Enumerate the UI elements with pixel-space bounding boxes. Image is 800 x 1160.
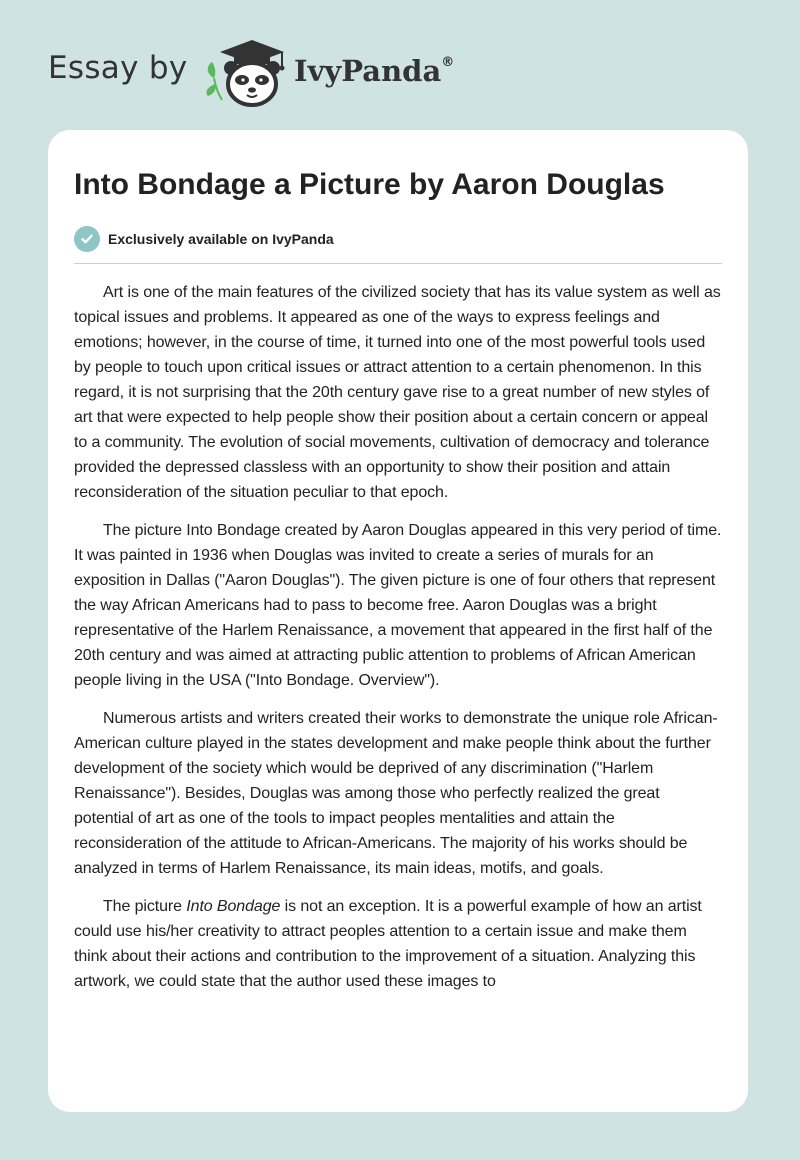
paragraph-3: Numerous artists and writers created their works to demonstrate the unique role African-American culture played in the states development and make people think about the further development of the society which would be deprived of any discrimination ("Harlem Renaissance"). Besides, Douglas was among those who perfectly realized the great potential of art as one of the tools to impact peoples mentalities and attain the reconsideration of the attitude to African-Americans. The majority of his works should be analyzed in terms of Harlem Renaissance, its main ideas, motifs, and goals. [74, 710, 718, 877]
essay-card [48, 130, 748, 1112]
essay-body [74, 280, 722, 994]
exclusive-label: Exclusively available on IvyPanda [108, 231, 334, 247]
paragraph-4-rest: is not an exception. It is a powerful example of how an artist could use his/her creativity to attract peoples attention to a certain issue and make them think about their actions and contribution to the improvement of a situation. Analyzing this artwork, we could state that the author used these images to [74, 898, 702, 990]
essay-by-label: Essay by [48, 50, 188, 86]
divider [74, 263, 722, 264]
paragraph-1: Art is one of the main features of the civilized society that has its value system as well as topical issues and problems. It appeared as one of the ways to express feelings and emotions; however, in the course of time, it turned into one of the most powerful tools used by people to touch upon critical issues or attract attention to a certain phenomenon. In this regard, it is not surprising that the 20th century gave rise to a great number of new styles of art that were expected to help people show their position about a certain concern or appeal to a community. The evolution of social movements, cultivation of democracy and tolerance provided the depressed classless with an opportunity to show their position and attain reconsideration of the situation peculiar to that epoch. [74, 284, 721, 501]
brand-text: IvyPanda [294, 54, 442, 88]
artwork-title: Into Bondage [186, 898, 281, 915]
panda-graduation-cap-icon[interactable] [202, 34, 292, 110]
exclusive-badge [74, 226, 722, 252]
brand-name[interactable] [294, 54, 454, 88]
paragraph-2: The picture Into Bondage created by Aaron Douglas appeared in this very period of time. It was painted in 1936 when Douglas was invited to create a series of murals for an exposition in Dallas ("Aaron Douglas"). The given picture is one of four others that represent the way African Americans had to pass to become free. Aaron Douglas was a bright representative of the Harlem Renaissance, a movement that appeared in the first half of the 20th century and was aimed at attracting public attention to problems of African American people living in the USA ("Into Bondage. Overview"). [74, 522, 722, 689]
paragraph-4 [74, 894, 722, 994]
check-circle-icon [74, 226, 100, 252]
paragraph-4-lead: The picture [103, 898, 187, 915]
site-header [48, 34, 508, 114]
registered-mark: ® [441, 55, 455, 71]
page-title: Into Bondage a Picture by Aaron Douglas [74, 168, 665, 201]
